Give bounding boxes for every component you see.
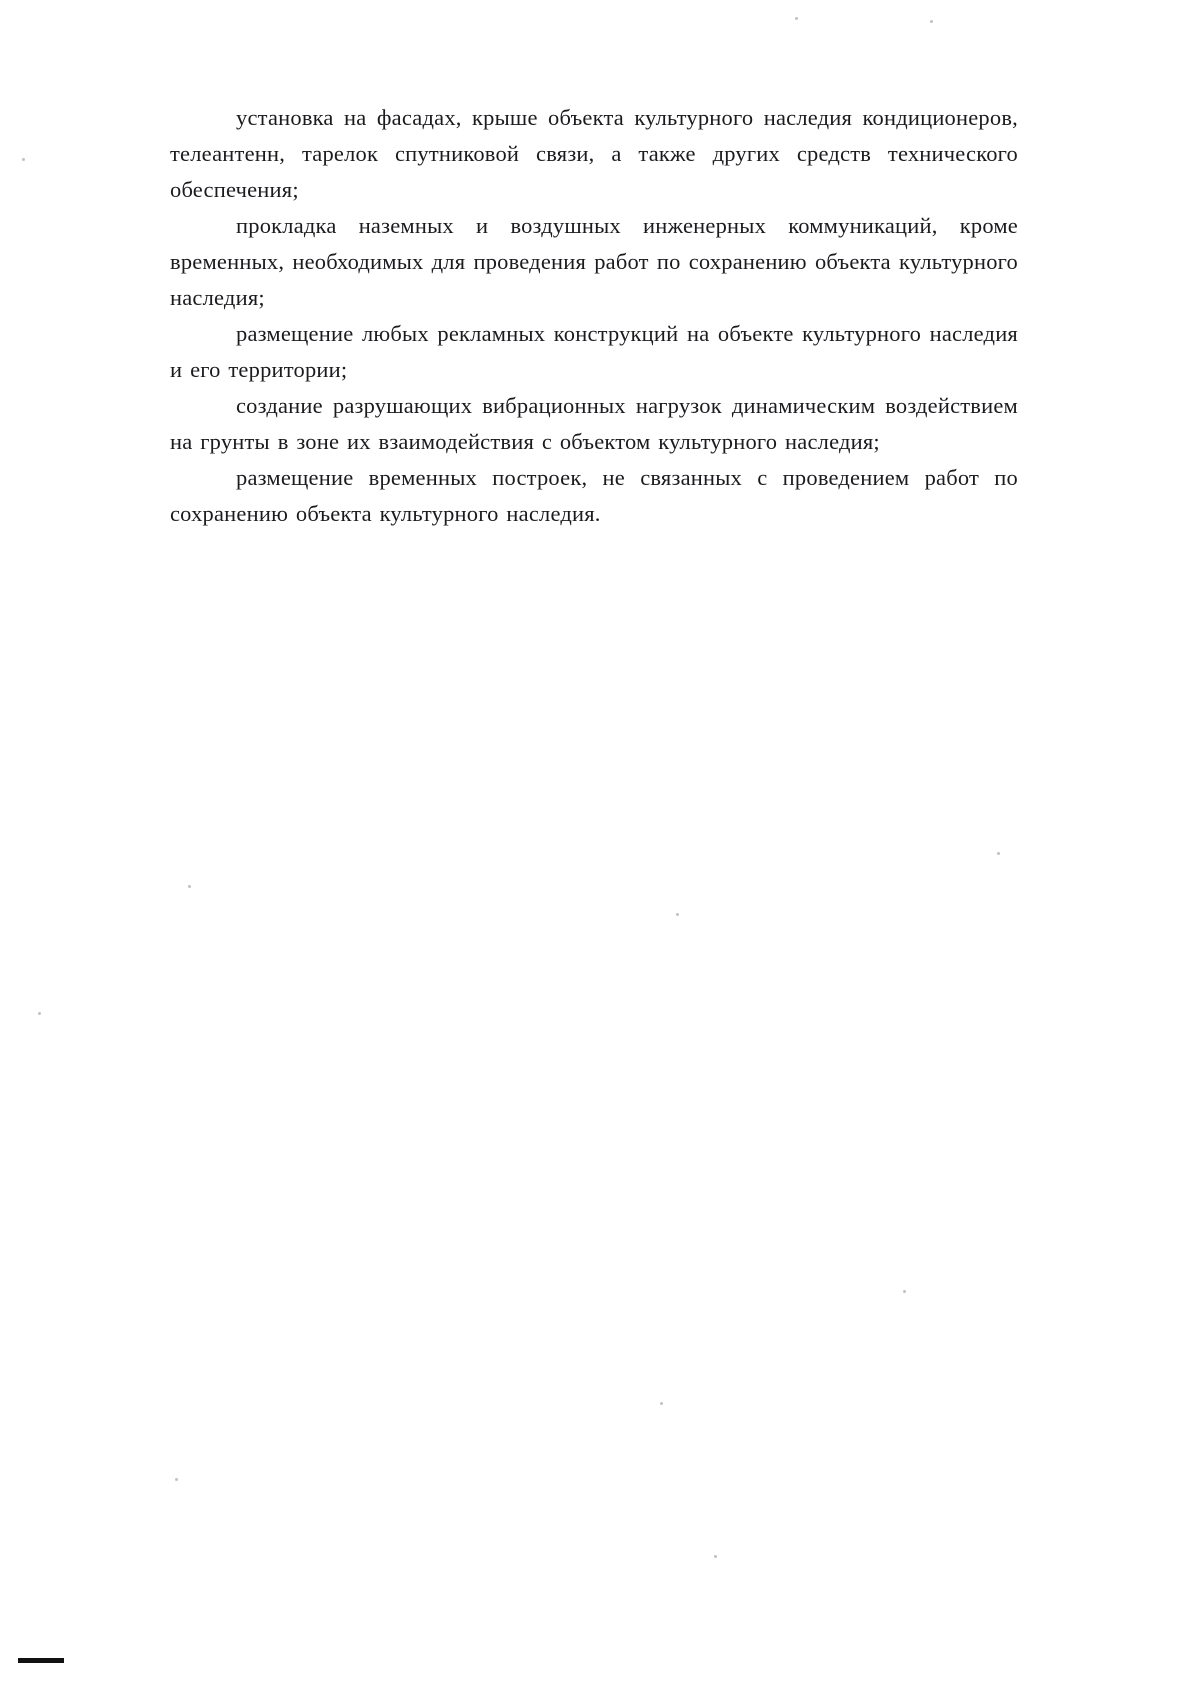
scan-speck (22, 158, 25, 161)
paragraph: установка на фасадах, крыше объекта культурного наследия кондиционеров, телеантенн, тарелок спутниковой связи, а также других средств технического обеспечения; (170, 105, 1018, 202)
scan-speck (997, 852, 1000, 855)
document-body (170, 100, 1018, 532)
scan-speck (795, 17, 798, 20)
scan-speck (714, 1555, 717, 1558)
paragraph: размещение любых рекламных конструкций на объекте культурного наследия и его территории; (170, 321, 1018, 382)
paragraph: создание разрушающих вибрационных нагрузок динамическим воздействием на грунты в зоне их взаимодействия с объектом культурного наследия; (170, 393, 1018, 454)
scan-speck (175, 1478, 178, 1481)
scan-speck (660, 1402, 663, 1405)
scan-speck (38, 1012, 41, 1015)
scan-speck (188, 885, 191, 888)
scan-speck (676, 913, 679, 916)
scan-artifact-mark (18, 1658, 64, 1663)
scan-speck (930, 20, 933, 23)
paragraph: прокладка наземных и воздушных инженерных коммуникаций, кроме временных, необходимых для проведения работ по сохранению объекта культурного наследия; (170, 213, 1018, 310)
paragraph: размещение временных построек, не связанных с проведением работ по сохранению объекта культурного наследия. (170, 465, 1018, 526)
scan-speck (903, 1290, 906, 1293)
